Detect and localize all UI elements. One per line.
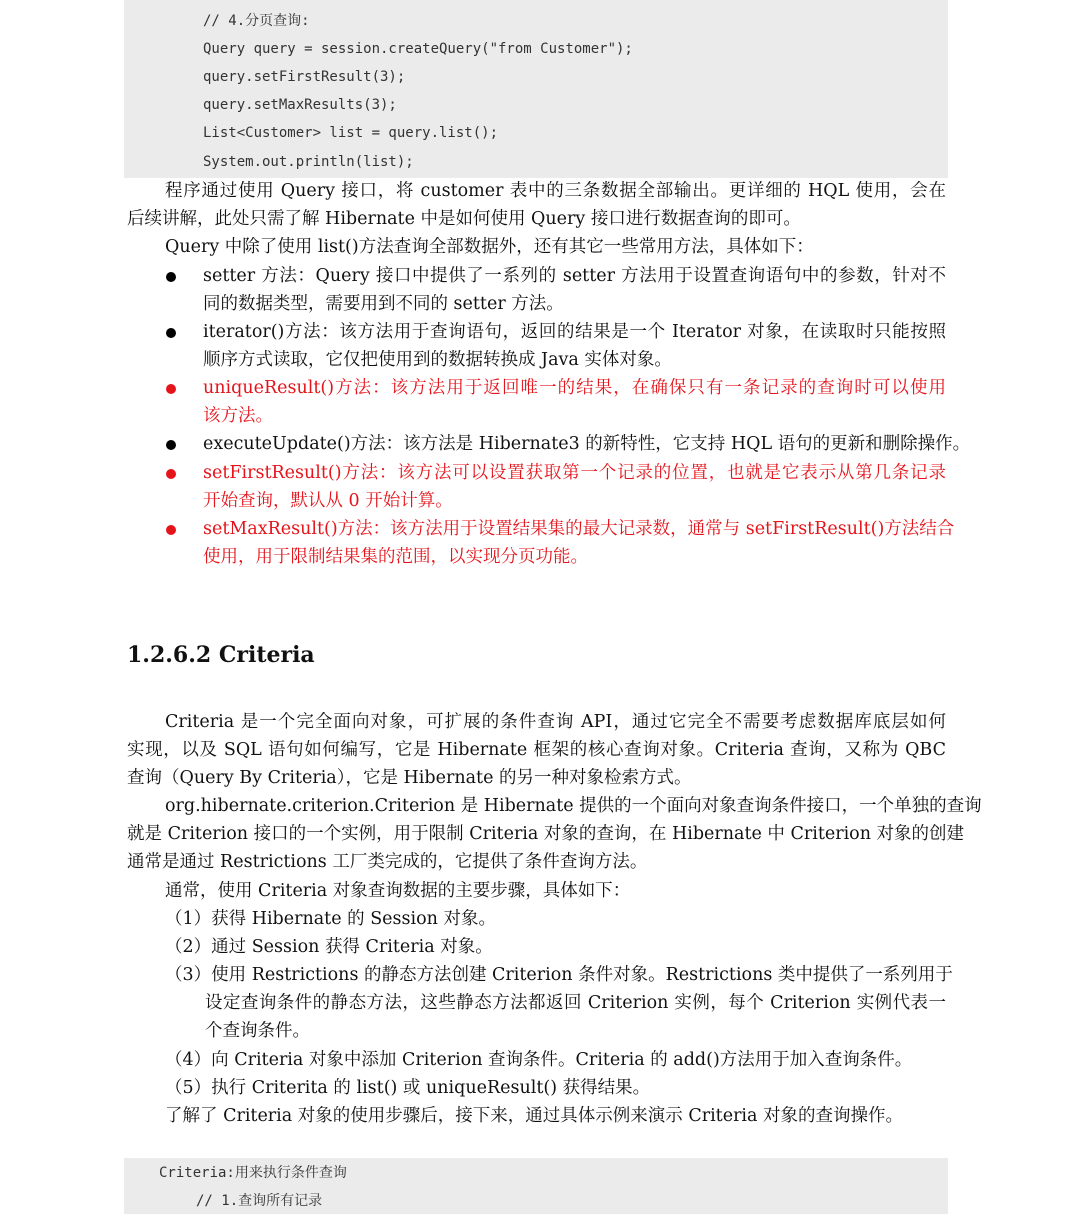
bullet-execute-update-line1: executeUpdate()方法：该方法是 Hibernate3 的新特性，它支持 HQL 语句的更新和删除操作。 — [203, 434, 971, 454]
code-line: // 4.分页查询: — [203, 13, 310, 29]
bullet-unique-result-line2: 该方法。 — [203, 406, 273, 426]
bullet-dot — [166, 440, 176, 450]
bullet-setter-line2: 同的数据类型，需要用到不同的 setter 方法。 — [203, 294, 564, 314]
step-2: （2）通过 Session 获得 Criteria 对象。 — [165, 937, 493, 957]
criteria-intro-line2: 实现，以及 SQL 语句如何编写，它是 Hibernate 框架的核心查询对象。Criteria 查询，又称为 QBC — [127, 740, 946, 760]
step-3-line2: 设定查询条件的静态方法，这些静态方法都返回 Criterion 实例，每个 Criterion 实例代表一 — [205, 993, 946, 1013]
criterion-desc-line3: 通常是通过 Restrictions 工厂类完成的，它提供了条件查询方法。 — [127, 852, 648, 872]
code-line: System.out.println(list); — [203, 154, 414, 170]
bullet-set-max-result-line1: setMaxResult()方法：该方法用于设置结果集的最大记录数，通常与 setFirstResult()方法结合 — [203, 519, 955, 539]
bullet-dot — [166, 328, 176, 338]
code-line: query.setMaxResults(3); — [203, 97, 397, 113]
criteria-intro-line1: Criteria 是一个完全面向对象，可扩展的条件查询 API，通过它完全不需要考虑数据库底层如何 — [165, 712, 946, 732]
code-line: // 1.查询所有记录 — [196, 1193, 323, 1209]
criterion-desc-line2: 就是 Criterion 接口的一个实例，用于限制 Criteria 对象的查询，在 Hibernate 中 Criterion 对象的创建 — [127, 824, 965, 844]
bullet-dot — [166, 469, 176, 479]
bullet-unique-result-line1: uniqueResult()方法：该方法用于返回唯一的结果，在确保只有一条记录的查询时可以使用 — [203, 378, 946, 398]
code-block-criteria — [124, 1158, 948, 1214]
step-3-line3: 个查询条件。 — [205, 1021, 310, 1041]
paragraph-query-output-line2: 后续讲解，此处只需了解 Hibernate 中是如何使用 Query 接口进行数据查询的即可。 — [127, 209, 801, 229]
criterion-desc-line1: org.hibernate.criterion.Criterion 是 Hibernate 提供的一个面向对象查询条件接口，一个单独的查询 — [165, 796, 982, 816]
step-5: （5）执行 Criterita 的 list() 或 uniqueResult() 获得结果。 — [165, 1078, 651, 1098]
bullet-setter-line1: setter 方法：Query 接口中提供了一系列的 setter 方法用于设置查询语句中的参数，针对不 — [203, 266, 946, 286]
code-line: Query query = session.createQuery("from Customer"); — [203, 41, 633, 57]
section-heading: 1.2.6.2 Criteria — [127, 642, 315, 668]
code-line: List<Customer> list = query.list(); — [203, 125, 499, 141]
step-4: （4）向 Criteria 对象中添加 Criterion 查询条件。Criteria 的 add()方法用于加入查询条件。 — [165, 1050, 913, 1070]
criteria-intro-line3: 查询（Query By Criteria），它是 Hibernate 的另一种对象检索方式。 — [127, 768, 692, 788]
bullet-iterator-line2: 顺序方式读取，它仅把使用到的数据转换成 Java 实体对象。 — [203, 350, 672, 370]
bullet-set-first-result-line1: setFirstResult()方法：该方法可以设置获取第一个记录的位置，也就是它表示从第几条记录 — [203, 463, 946, 483]
criteria-example-intro: 了解了 Criteria 对象的使用步骤后，接下来，通过具体示例来演示 Criteria 对象的查询操作。 — [165, 1106, 904, 1126]
code-block-paging — [124, 0, 948, 178]
step-3-line1: （3）使用 Restrictions 的静态方法创建 Criterion 条件对象。Restrictions 类中提供了一系列用于 — [165, 965, 953, 985]
bullet-iterator-line1: iterator()方法：该方法用于查询语句，返回的结果是一个 Iterator 对象，在读取时只能按照 — [203, 322, 946, 342]
bullet-set-first-result-line2: 开始查询，默认从 0 开始计算。 — [203, 491, 453, 511]
paragraph-query-methods-intro: Query 中除了使用 list()方法查询全部数据外，还有其它一些常用方法，具体如下： — [165, 237, 814, 257]
paragraph-query-output-line1: 程序通过使用 Query 接口，将 customer 表中的三条数据全部输出。更详细的 HQL 使用，会在 — [165, 181, 946, 201]
criteria-steps-intro: 通常，使用 Criteria 对象查询数据的主要步骤，具体如下： — [165, 881, 631, 901]
bullet-dot — [166, 272, 176, 282]
bullet-dot — [166, 384, 176, 394]
code-line: query.setFirstResult(3); — [203, 69, 406, 85]
step-1: （1）获得 Hibernate 的 Session 对象。 — [165, 909, 496, 929]
bullet-set-max-result-line2: 使用，用于限制结果集的范围，以实现分页功能。 — [203, 547, 588, 567]
code-line: Criteria:用来执行条件查询 — [159, 1165, 347, 1181]
bullet-dot — [166, 525, 176, 535]
